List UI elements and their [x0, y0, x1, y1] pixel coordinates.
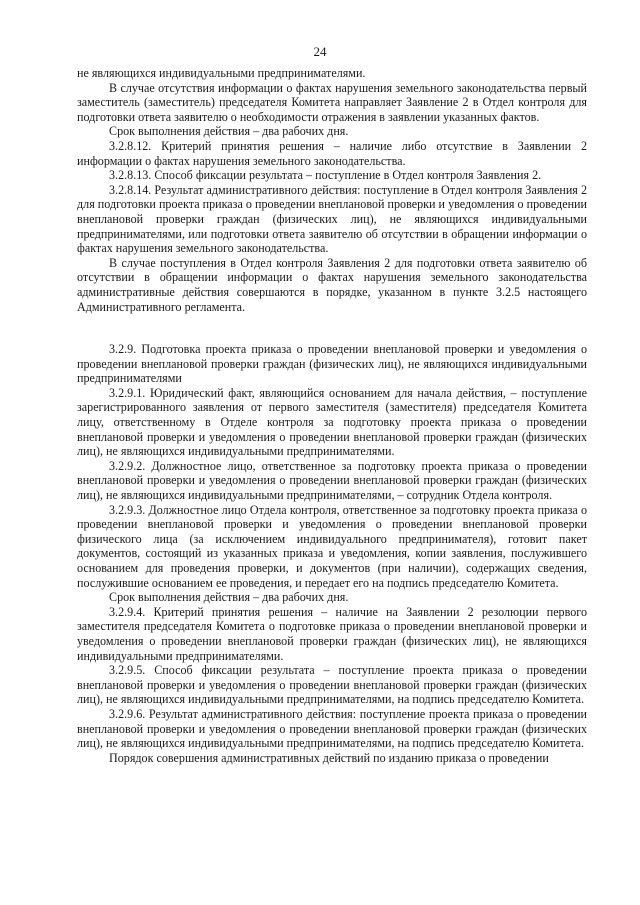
paragraph-continuation: не являющихся индивидуальными предпринимателями. — [77, 66, 366, 80]
paragraph-no-violation-info: В случае отсутствия информации о фактах нарушения земельного законодательства первый заместитель (заместитель) председателя Комитета направляет Заявление 2 в Отдел контроля для подготовки ответа заявителю о необходимости отражения в заявлении указанных фактов. — [77, 80, 587, 124]
paragraph-3-2-8-12: 3.2.8.12. Критерий принятия решения – наличие либо отсутствие в Заявлении 2 информации о фактах нарушения земельного законодательства. — [77, 138, 587, 168]
paragraph-3-2-9-2: 3.2.9.2. Должностное лицо, ответственное за подготовку проекта приказа о проведении внеплановой проверки и уведомления о проведении внеплановой проверки граждан (физических лиц), не являющихся индивидуальными предпринимателями, – сотрудник Отдела контроля. — [77, 458, 587, 503]
paragraph-deadline: Срок выполнения действия – два рабочих дня. — [109, 124, 349, 139]
paragraph-3-2-8-13: 3.2.8.13. Способ фиксации результата – поступление в Отдел контроля Заявления 2. — [109, 168, 542, 183]
paragraph-order-procedure: Порядок совершения административных действий по изданию приказа о проведении — [109, 750, 549, 765]
paragraph-3-2-8-14: 3.2.8.14. Результат административного действия: поступление в Отдел контроля Заявления 2 для подготовки проекта приказа о проведении внеплановой проверки и уведомления о проведении внеплановой проверки граждан (физических лиц), не являющихся индивидуальными предпринимателями, или подготовки ответа заявителю об отсутствии в обращении информации о фактах нарушения земельного законодательства. — [77, 182, 587, 256]
paragraph-reply-procedure: В случае поступления в Отдел контроля Заявления 2 для подготовки ответа заявителю об отсутствии в обращении информации о фактах нарушения земельного законодательства административные действия совершаются в порядке, указанном в пункте 3.2.5 настоящего Административного регламента. — [77, 255, 587, 314]
paragraph-deadline-2: Срок выполнения действия – два рабочих дня. — [109, 590, 349, 605]
section-heading-3-2-9: 3.2.9. Подготовка проекта приказа о проведении внеплановой проверки и уведомления о проведении внеплановой проверки граждан (физических лиц), не являющихся индивидуальными предпринимателями — [77, 342, 587, 386]
paragraph-3-2-9-5: 3.2.9.5. Способ фиксации результата – поступление проекта приказа о проведении внеплановой проверки и уведомления о проведении внеплановой проверки граждан (физических лиц), не являющихся индивидуальными предпринимателями, на подпись председателю Комитета. — [77, 663, 587, 707]
paragraph-3-2-9-6: 3.2.9.6. Результат административного действия: поступление проекта приказа о проведении внеплановой проверки и уведомления о проведении внеплановой проверки граждан (физических лиц), не являющихся индивидуальными предпринимателями, на подпись председателю Комитета. — [77, 706, 587, 751]
page-number: 24 — [313, 44, 327, 59]
paragraph-3-2-9-1: 3.2.9.1. Юридический факт, являющийся основанием для начала действия, – поступление зарегистрированного заявления от первого заместителя (заместителя) председателя Комитета лицу, ответственному в Отделе контроля за подготовку проекта приказа о проведении внеплановой проверки и уведомления о проведении внеплановой проверки граждан (физических лиц), не являющихся индивидуальными предпринимателями. — [77, 385, 587, 459]
paragraph-3-2-9-3: 3.2.9.3. Должностное лицо Отдела контроля, ответственное за подготовку проекта приказа о проведении внеплановой проверки и уведомления о проведении внеплановой проверки физического лица (за исключением индивидуального предпринимателя), готовит пакет документов, состоящий из указанных приказа и уведомления, копии заявления, послужившего основанием для проведения проверки, и документов (при наличии), содержащих сведения, послужившие основанием ее проведения, и передает его на подпись председателю Комитета. — [77, 502, 587, 590]
paragraph-3-2-9-4: 3.2.9.4. Критерий принятия решения – наличие на Заявлении 2 резолюции первого заместителя председателя Комитета о подготовке приказа о проведении внеплановой проверки и уведомления о проведении внеплановой проверки граждан (физических лиц), не являющихся индивидуальными предпринимателями. — [77, 604, 587, 663]
document-body — [77, 66, 587, 765]
